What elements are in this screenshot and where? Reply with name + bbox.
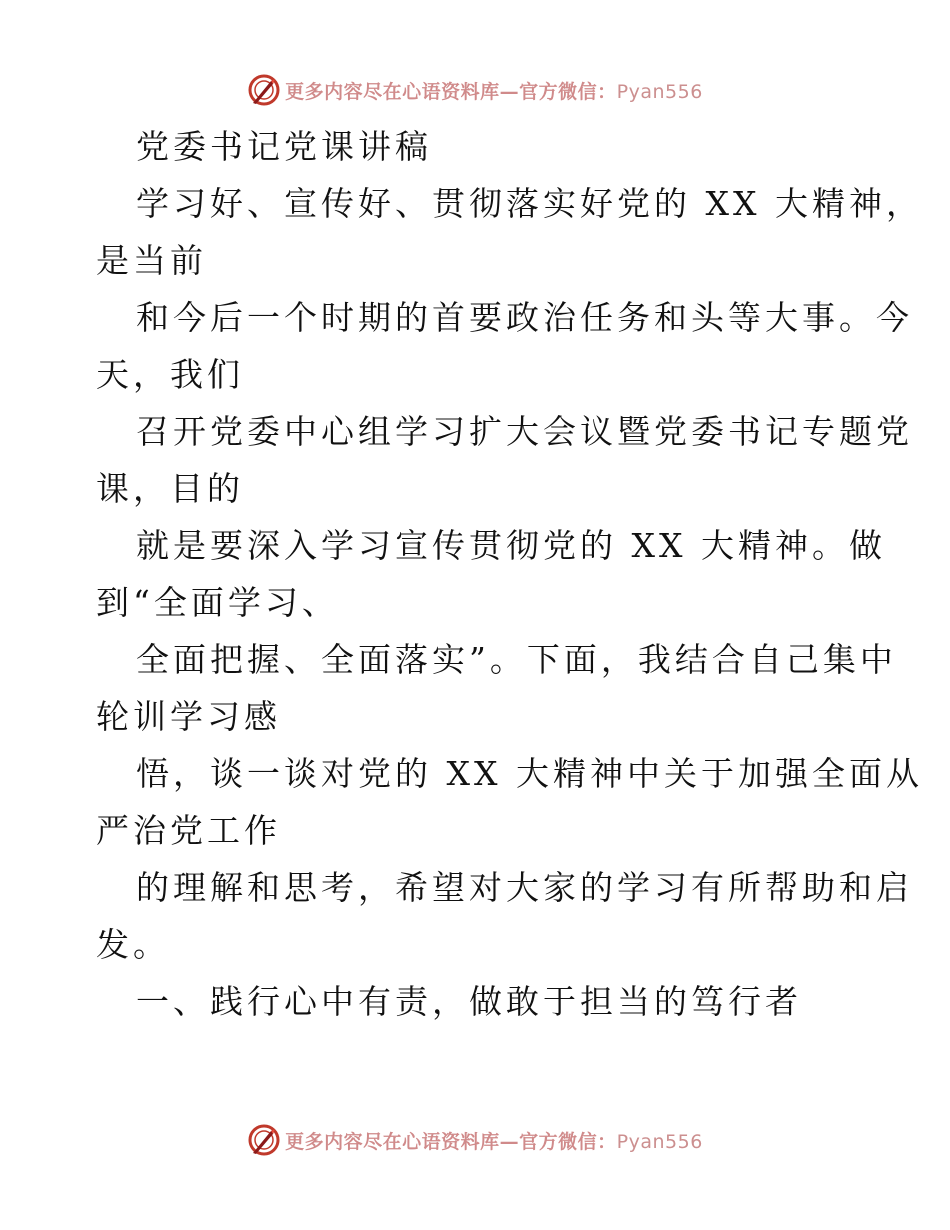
watermark-text	[285, 1127, 703, 1154]
text-line: 发。	[96, 925, 170, 964]
text-line: 严治党工作	[96, 811, 281, 850]
text-line: 一、践行心中有责，做敢于担当的笃行者	[136, 982, 802, 1021]
text-line: 天，我们	[96, 355, 244, 394]
text-line: 召开党委中心组学习扩大会议暨党委书记专题党	[136, 412, 913, 451]
text-line: 课，目的	[96, 469, 244, 508]
wechat-id: Pyan556	[616, 1130, 703, 1153]
text-line: 就是要深入学习宣传贯彻党的 XX 大精神。做	[136, 526, 886, 565]
text-line: 悟，谈一谈对党的 XX 大精神中关于加强全面从	[136, 754, 923, 793]
text-line: 学习好、宣传好、贯彻落实好党的 XX 大精神，	[136, 184, 923, 223]
text-line: 的理解和思考，希望对大家的学习有所帮助和启	[136, 868, 913, 907]
watermark-label: 更多内容尽在心语资料库—官方微信：	[285, 80, 617, 103]
text-line: 轮训学习感	[96, 697, 281, 736]
text-line: 是当前	[96, 241, 207, 280]
watermark-text	[285, 77, 703, 104]
header-watermark-banner	[0, 70, 950, 110]
document-body	[96, 118, 923, 1030]
wechat-id: Pyan556	[616, 80, 703, 103]
quill-pen-circle-icon	[247, 1123, 281, 1157]
text-line: 到“全面学习、	[96, 583, 339, 622]
text-line: 党委书记党课讲稿	[136, 127, 432, 166]
watermark-label: 更多内容尽在心语资料库—官方微信：	[285, 1130, 617, 1153]
quill-pen-circle-icon	[247, 73, 281, 107]
text-line: 全面把握、全面落实”。下面，我结合自己集中	[136, 640, 897, 679]
text-line: 和今后一个时期的首要政治任务和头等大事。今	[136, 298, 913, 337]
footer-watermark-banner	[0, 1120, 950, 1160]
